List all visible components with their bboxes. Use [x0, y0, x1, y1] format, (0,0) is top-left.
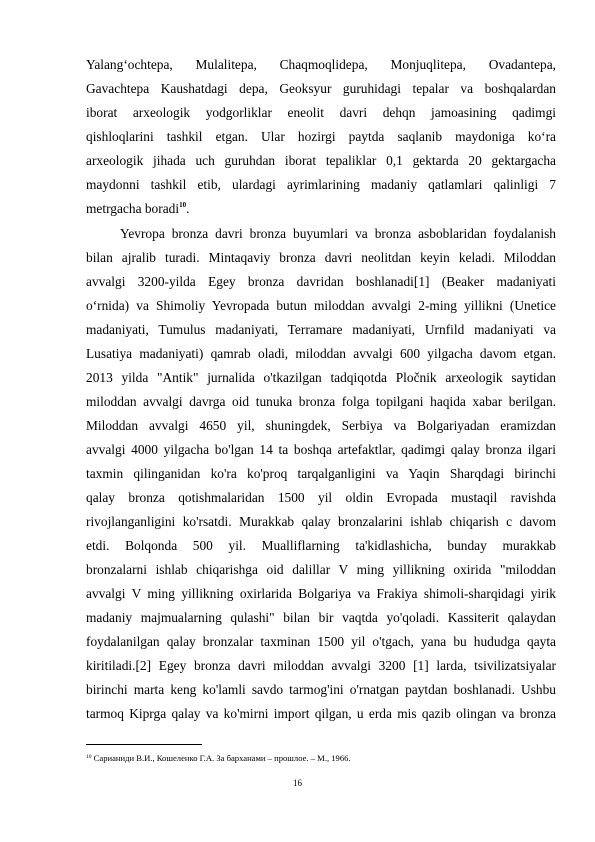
text-line: Yalang‘ochtepa, Mulalitepa, Chaqmoqlidepa, Monjuqlitepa, Ovadantepa, [86, 57, 556, 72]
text-line: Gavachtepa Kaushatdagi depa, Geoksyur guruhidagi tepalar va boshqalardan [86, 81, 556, 96]
text-line: avvalgi V ming yillikning oxirlarida Bolgariya va Frakiya shimoli-sharqidagi yirik [86, 586, 556, 601]
line-text-tail: . [186, 201, 190, 216]
text-line: avvalgi 4000 yilgacha bo'lgan 14 ta boshqa artefaktlar, qadimgi qalay bronza ilgari [86, 442, 556, 457]
footnote-separator [86, 744, 202, 745]
text-line: 2013 yilda "Antik" jurnalida o'tkazilgan tadqiqotda Pločnik arxeologik saytidan [86, 370, 556, 385]
text-line: qalay bronza qotishmalaridan 1500 yil oldin Evropada mustaqil ravishda [86, 490, 556, 505]
text-line: Yevropa bronza davri bronza buyumlari va bronza asboblaridan foydalanish [120, 226, 556, 241]
text-line: rivojlanganligini ko'rsatdi. Murakkab qalay bronzalarini ishlab chiqarish c davom [86, 514, 556, 529]
text-line: kiritiladi.[2] Egey bronza davri miloddan avvalgi 3200 [1] larda, tsivilizatsiyalar [86, 658, 556, 673]
text-line: bilan ajralib turadi. Mintaqaviy bronza davri neolitdan keyin keladi. Miloddan [86, 250, 556, 265]
text-line: birinchi marta keng ko'lamli savdo tarmog'ini o'rnatgan paytdan boshlanadi. Ushbu [86, 682, 556, 697]
text-line: madaniy majmualarning qulashi" bilan bir vaqtda yo'qoladi. Kassiterit qalaydan [86, 610, 556, 625]
text-line: etdi. Bolqonda 500 yil. Mualliflarning ta'kidlashicha, bunday murakkab [86, 538, 556, 553]
text-line: madaniyati, Tumulus madaniyati, Terramare madaniyati, Urnfild madaniyati va [86, 322, 556, 337]
text-line: bronzalarni ishlab chiqarishga oid dalillar V ming yillikning oxirida "miloddan [86, 562, 556, 577]
text-line: tarmoq Kiprga qalay va ko'mirni import qilgan, u erda mis qazib olingan va bronza [86, 706, 556, 721]
text-line: Lusatiya madaniyati) qamrab oladi, miloddan avvalgi 600 yilgacha davom etgan. [86, 346, 556, 361]
text-line: taxmin qilinganidan ko'ra ko'proq tarqalganligini va Yaqin Sharqdagi birinchi [86, 466, 556, 481]
footnote-number: 10 [86, 754, 92, 760]
footnote [86, 753, 556, 764]
line-text: metrgacha boradi [86, 201, 180, 216]
text-line: avvalgi 3200-yilda Egey bronza davridan boshlanadi[1] (Beaker madaniyati [86, 274, 556, 289]
text-line [86, 201, 556, 217]
text-line: iborat arxeologik yodgorliklar eneolit davri dehqn jamoasining qadimgi [86, 105, 556, 120]
text-line: qishloqlarini tashkil etgan. Ular hozirgi paytda saqlanib maydoniga ko‘ra [86, 129, 556, 144]
text-line: Miloddan avvalgi 4650 yil, shuningdek, Serbiya va Bolgariyadan eramizdan [86, 418, 556, 433]
footnote-text: Сарианиди В.И., Кошеленко Г.А. За барханами – прошлое. – М., 1966. [91, 753, 351, 763]
text-line: o‘rnida) va Shimoliy Yevropada butun miloddan avvalgi 2-ming yillikni (Unetice [86, 298, 556, 313]
footnote-reference[interactable]: 10 [179, 201, 187, 209]
text-line: miloddan avvalgi davrga oid tunuka bronza folga topilgani haqida xabar berilgan. [86, 394, 556, 409]
page-number: 16 [293, 778, 302, 788]
text-line: arxeologik jihada uch guruhdan iborat tepaliklar 0,1 gektarda 20 gektargacha [86, 153, 556, 168]
text-line: maydonni tashkil etib, ulardagi ayrimlarining madaniy qatlamlari qalinligi 7 [86, 177, 556, 192]
text-line: foydalanilgan qalay bronzalar taxminan 1500 yil o'tgach, yana bu hududga qayta [86, 634, 556, 649]
